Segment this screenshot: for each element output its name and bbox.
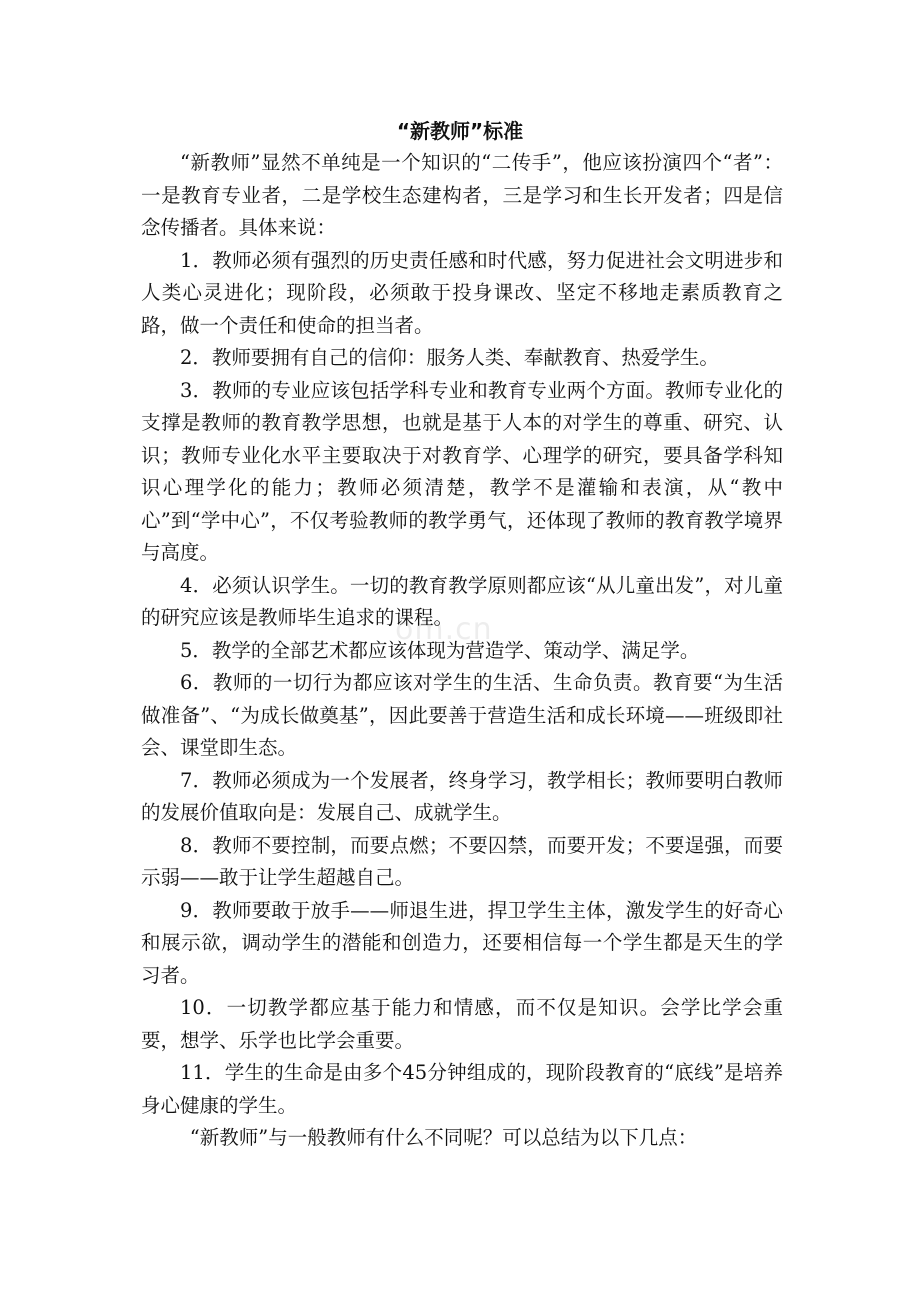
closing-paragraph: “新教师”与一般教师有什么不同呢？可以总结为以下几点： [189, 1126, 698, 1149]
item-2-paragraph: 2．教师要拥有自己的信仰：服务人类、奉献教育、热爱学生。 [180, 346, 719, 369]
item-7-paragraph: 7．教师必须成为一个发展者，终身学习，教学相长；教师要明白教师的发展价值取向是：发展自己、成就学生。 [141, 768, 783, 824]
item-11-paragraph: 11．学生的生命是由多个45分钟组成的，现阶段教育的“底线”是培养身心健康的学生。 [141, 1061, 783, 1117]
item-1-paragraph: 1．教师必须有强烈的历史责任感和时代感，努力促进社会文明进步和人类心灵进化；现阶段，必须敢于投身课改、坚定不移地走素质教育之路，做一个责任和使命的担当者。 [141, 248, 783, 337]
document-body [141, 147, 783, 1155]
item-5-paragraph: 5．教学的全部艺术都应该体现为营造学、策动学、满足学。 [180, 638, 700, 662]
document-title: “新教师”标准 [396, 119, 524, 143]
item-9-paragraph: 9．教师要敢于放手——师退生进，捍卫学生主体，激发学生的好奇心和展示欲，调动学生的潜能和创造力，还要相信每一个学生都是天生的学习者。 [141, 898, 783, 987]
watermark: om.cn [395, 612, 493, 647]
item-4-paragraph: 4．必须认识学生。一切的教育教学原则都应该“从儿童出发”，对儿童的研究应该是教师毕生追求的课程。 [141, 573, 783, 629]
item-3-paragraph: 3．教师的专业应该包括学科专业和教育专业两个方面。教师专业化的支撑是教师的教育教学思想，也就是基于人本的对学生的尊重、研究、认识；教师专业化水平主要取决于对教育学、心理学的研究，要具备学科知识心理学化的能力；教师必须清楚，教学不是灌输和表演，从“教中心”到“学中心”，不仅考验教师的教学勇气，还体现了教师的教育教学境界与高度。 [141, 378, 783, 564]
item-6-paragraph: 6．教师的一切行为都应该对学生的生活、生命负责。教育要“为生活做准备”、“为成长做奠基”，因此要善于营造生活和成长环境——班级即社会、课堂即生态。 [141, 671, 783, 759]
item-10-paragraph: 10．一切教学都应基于能力和情感，而不仅是知识。会学比学会重要，想学、乐学也比学会重要。 [141, 996, 783, 1052]
item-8-paragraph: 8．教师不要控制，而要点燃；不要囚禁，而要开发；不要逞强，而要示弱——敢于让学生超越自己。 [141, 833, 783, 889]
intro-paragraph: “新教师”显然不单纯是一个知识的“二传手”，他应该扮演四个“者”：一是教育专业者，二是学校生态建构者，三是学习和生长开发者；四是信念传播者。具体来说： [141, 151, 783, 239]
